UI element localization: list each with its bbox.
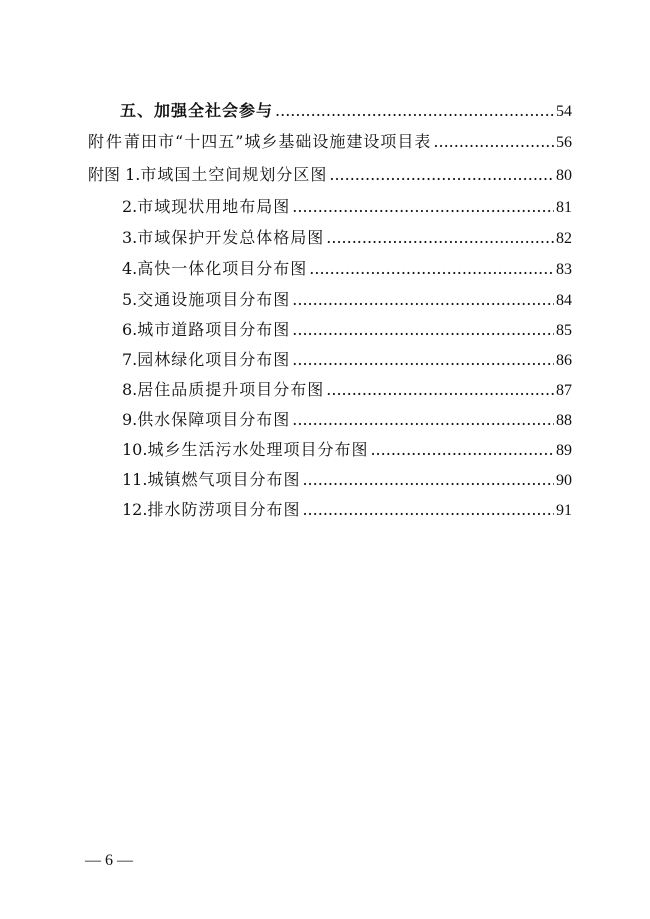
toc-entry-page: 80	[556, 167, 572, 184]
toc-entry-number: 12.	[122, 500, 148, 519]
toc-entry-title: 排水防涝项目分布图	[147, 500, 301, 519]
toc-entry-number: 5.	[122, 290, 138, 309]
toc-entry-title: 园林绿化项目分布图	[137, 350, 291, 369]
toc-entry-figure-2[interactable]	[122, 194, 572, 218]
toc-entry-title: 五、加强全社会参与	[120, 101, 274, 120]
toc-entry-page: 87	[556, 382, 572, 399]
toc-leader-dots	[292, 410, 554, 429]
toc-entry-figure-8[interactable]	[122, 377, 572, 401]
toc-entry-title: 莆田市“十四五”城乡基础设施建设项目表	[124, 132, 432, 151]
page-number: — 6 —	[85, 852, 133, 869]
toc-leader-dots	[370, 440, 554, 459]
toc-entry-title: 市域保护开发总体格局图	[137, 228, 325, 247]
toc-leader-dots	[292, 350, 554, 369]
toc-leader-dots	[326, 380, 554, 399]
toc-leader-dots	[326, 228, 554, 247]
toc-entry-page: 90	[556, 472, 572, 489]
toc-entry-number: 4.	[122, 259, 138, 278]
toc-entry-page: 83	[556, 261, 572, 278]
toc-entry-title: 市域现状用地布局图	[137, 197, 291, 216]
toc-entry-page: 88	[556, 412, 572, 429]
toc-entry-page: 91	[556, 502, 572, 519]
toc-entry-figure-9[interactable]	[122, 407, 572, 431]
toc-entry-number: 3.	[122, 228, 138, 247]
toc-entry-title: 城乡生活污水处理项目分布图	[147, 440, 369, 459]
toc-entry-section5[interactable]	[120, 98, 572, 122]
toc-entry-title: 城镇燃气项目分布图	[147, 470, 301, 489]
toc-entry-number: 8.	[122, 380, 138, 399]
toc-entry-number: 6.	[122, 320, 138, 339]
toc-leader-dots	[275, 101, 554, 120]
toc-entry-number: 9.	[122, 410, 138, 429]
toc-entry-figure-11[interactable]	[122, 467, 572, 491]
toc-entry-number: 11.	[122, 470, 148, 489]
toc-entry-figure-6[interactable]	[122, 317, 572, 341]
toc-entry-title: 市域国土空间规划分区图	[140, 165, 328, 184]
toc-entry-number: 2.	[122, 197, 138, 216]
toc-entry-prefix: 附件	[88, 132, 125, 151]
toc-entry-page: 82	[556, 230, 572, 247]
toc-entry-number: 10.	[122, 440, 148, 459]
toc-entry-number: 7.	[122, 350, 138, 369]
toc-entry-figure-1[interactable]	[88, 162, 572, 186]
toc-entry-title: 供水保障项目分布图	[137, 410, 291, 429]
toc-entry-appendix[interactable]	[88, 129, 572, 153]
toc-leader-dots	[292, 197, 554, 216]
toc-leader-dots	[302, 500, 554, 519]
toc-entry-figure-10[interactable]	[122, 437, 572, 461]
toc-entry-figure-4[interactable]	[122, 256, 572, 280]
toc-leader-dots	[309, 259, 554, 278]
toc-entry-page: 85	[556, 322, 572, 339]
toc-entry-title: 交通设施项目分布图	[137, 290, 291, 309]
toc-entry-title: 居住品质提升项目分布图	[137, 380, 325, 399]
toc-entry-page: 54	[556, 103, 572, 120]
toc-leader-dots	[292, 320, 554, 339]
toc-leader-dots	[292, 290, 554, 309]
toc-leader-dots	[329, 165, 554, 184]
toc-entry-page: 56	[556, 134, 572, 151]
toc-entry-figure-7[interactable]	[122, 347, 572, 371]
toc-leader-dots	[433, 132, 554, 151]
toc-entry-page: 86	[556, 352, 572, 369]
toc-entry-figure-12[interactable]	[122, 497, 572, 521]
toc-entry-page: 84	[556, 292, 572, 309]
toc-entry-page: 89	[556, 442, 572, 459]
toc-leader-dots	[302, 470, 554, 489]
toc-entry-title: 城市道路项目分布图	[137, 320, 291, 339]
toc-entry-figure-5[interactable]	[122, 287, 572, 311]
toc-entry-title: 高快一体化项目分布图	[137, 259, 308, 278]
toc-entry-page: 81	[556, 199, 572, 216]
toc-entry-figure-3[interactable]	[122, 225, 572, 249]
toc-entry-number: 附图 1.	[88, 165, 141, 184]
